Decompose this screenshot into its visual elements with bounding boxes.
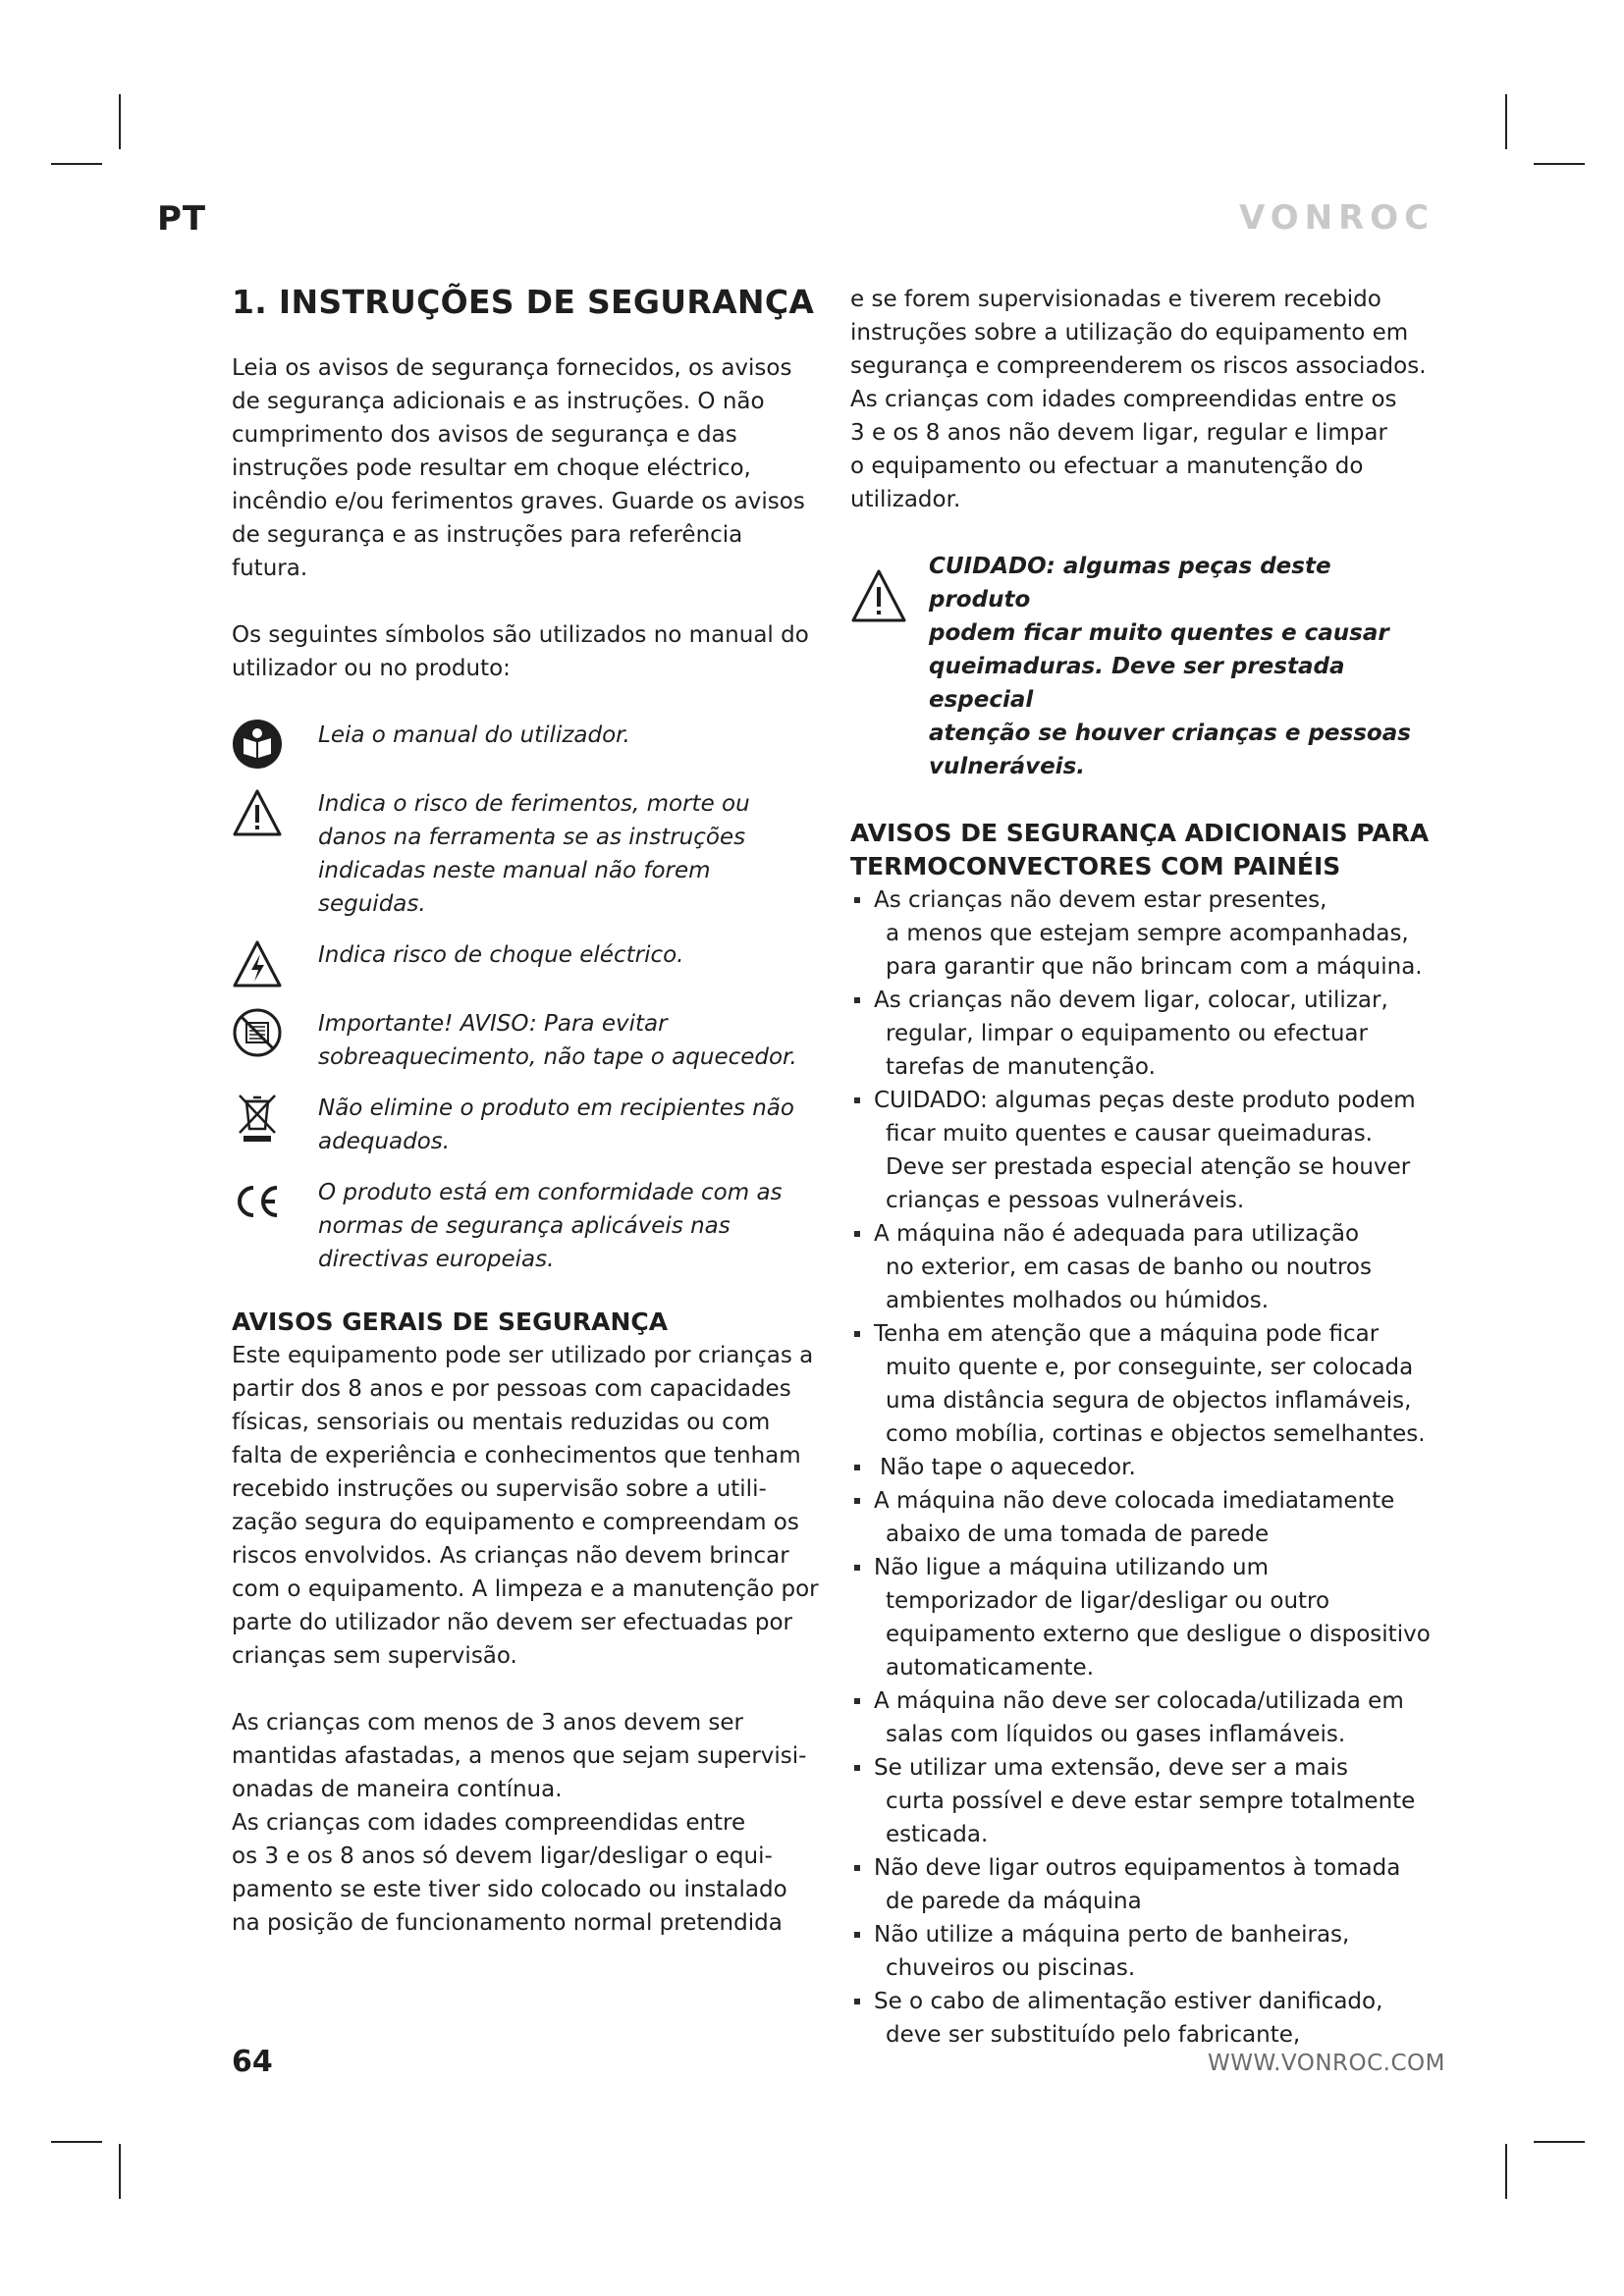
list-item: Não tape o aquecedor. — [850, 1451, 1449, 1484]
crop-mark — [1505, 2144, 1507, 2199]
do-not-cover-icon — [232, 1007, 283, 1058]
list-item: Tenha em atenção que a máquina pode ficar muito quente e, por conseguinte, ser colocada uma distância segura de objectos inflamáveis, como mobília, cortinas e objectos semelhantes. — [850, 1317, 1449, 1451]
general-warnings-heading: AVISOS GERAIS DE SEGURANÇA — [232, 1308, 669, 1336]
electric-shock-icon — [232, 938, 283, 989]
crop-mark — [119, 94, 121, 149]
page-title: 1. INSTRUÇÕES DE SEGURANÇA — [232, 283, 815, 321]
page-number: 64 — [232, 2045, 273, 2079]
continued-paragraph: e se forem supervisionadas e tiverem recebido instruções sobre a utilização do equipamento em segurança e compreenderem os riscos associados. As crianças com idades compreendidas entre os 3 e os 8 anos não devem ligar, regular e limpar o equipamento ou efectuar a manutenção do utilizador. — [850, 287, 1427, 512]
caution-text: CUIDADO: algumas peças deste produto podem ficar muito quentes e causar queimaduras. Deve ser prestada especial atenção se houver crianças e pessoas vulneráveis. — [929, 554, 1411, 779]
crop-mark — [1505, 94, 1507, 149]
symbol-description: Leia o manual do utilizador. — [318, 722, 630, 748]
list-item: A máquina não deve colocada imediatamente abaixo de uma tomada de parede — [850, 1484, 1449, 1551]
vonroc-logo — [1239, 196, 1443, 236]
additional-warnings-list — [850, 883, 1449, 2052]
symbols-intro: Os seguintes símbolos são utilizados no manual do utilizador ou no produto: — [232, 622, 809, 681]
symbol-description: Indica risco de choque eléctrico. — [318, 942, 684, 968]
crop-mark — [51, 2141, 102, 2143]
list-item: A máquina não é adequada para utilização no exterior, em casas de banho ou noutros ambientes molhados ou húmidos. — [850, 1217, 1449, 1317]
crop-mark — [1534, 2141, 1585, 2143]
warning-triangle-icon — [850, 567, 907, 624]
list-item: Se o cabo de alimentação estiver danificado, deve ser substituído pelo fabricante, — [850, 1985, 1449, 2052]
symbol-row — [232, 787, 821, 921]
website-url: WWW.VONROC.COM — [1208, 2051, 1445, 2076]
caution-box — [850, 550, 1449, 783]
symbol-row — [232, 1007, 821, 1074]
symbol-description: Indica o risco de ferimentos, morte ou danos na ferramenta se as instruções indicadas neste manual não forem seguidas. — [318, 791, 750, 917]
symbol-description: O produto está em conformidade com as normas de segurança aplicáveis nas directivas europeias. — [318, 1180, 783, 1272]
general-warnings-paragraph: Este equipamento pode ser utilizado por crianças a partir dos 8 anos e por pessoas com capacidades físicas, sensoriais ou mentais reduzidas ou com falta de experiência e conhecimentos que tenham recebido instruções ou supervisão sobre a utili- zação segura do equipamento e compreendam os riscos envolvidos. As crianças não devem brincar com o equipamento. A limpeza e a manutenção por parte do utilizador não devem ser efectuadas por crianças sem supervisão. — [232, 1343, 819, 1669]
language-code: PT — [157, 199, 207, 239]
symbol-description: Não elimine o produto em recipientes não adequados. — [318, 1095, 794, 1154]
intro-paragraph: Leia os avisos de segurança fornecidos, os avisos de segurança adicionais e as instruções. O não cumprimento dos avisos de segurança e das instruções pode resultar em choque eléctrico, incêndio e/ou ferimentos graves. Guarde os avisos de segurança e as instruções para referência futura. — [232, 355, 805, 581]
symbol-row — [232, 1092, 821, 1158]
crop-mark — [119, 2144, 121, 2199]
symbol-description: Importante! AVISO: Para evitar sobreaquecimento, não tape o aquecedor. — [318, 1011, 797, 1070]
list-item: Se utilizar uma extensão, deve ser a mais curta possível e deve estar sempre totalmente esticada. — [850, 1751, 1449, 1851]
svg-text:VONROC: VONROC — [1239, 198, 1435, 236]
list-item: As crianças não devem ligar, colocar, utilizar, regular, limpar o equipamento ou efectuar tarefas de manutenção. — [850, 984, 1449, 1084]
list-item: A máquina não deve ser colocada/utilizada em salas com líquidos ou gases inflamáveis. — [850, 1684, 1449, 1751]
left-column — [232, 283, 821, 1940]
right-column — [850, 283, 1449, 2052]
warning-triangle-icon — [232, 787, 283, 838]
list-item: As crianças não devem estar presentes, a menos que estejam sempre acompanhadas, para garantir que não brincam com a máquina. — [850, 883, 1449, 984]
symbol-row — [232, 719, 821, 770]
ce-mark-icon — [232, 1176, 283, 1227]
list-item: CUIDADO: algumas peças deste produto podem ficar muito quentes e causar queimaduras. Deve ser prestada especial atenção se houver crianças e pessoas vulneráveis. — [850, 1084, 1449, 1217]
crop-mark — [1534, 163, 1585, 165]
additional-warnings-heading: AVISOS DE SEGURANÇA ADICIONAIS PARA TERMOCONVECTORES COM PAINÉIS — [850, 819, 1430, 881]
weee-bin-icon — [232, 1092, 283, 1143]
list-item: Não deve ligar outros equipamentos à tomada de parede da máquina — [850, 1851, 1449, 1918]
list-item: Não utilize a máquina perto de banheiras, chuveiros ou piscinas. — [850, 1918, 1449, 1985]
symbols-list — [232, 719, 821, 1276]
symbol-row — [232, 938, 821, 989]
children-paragraph: As crianças com menos de 3 anos devem ser mantidas afastadas, a menos que sejam supervisi- onadas de maneira contínua. As crianças com idades compreendidas entre os 3 e os 8 anos só devem ligar/desligar o equi- pamento se este tiver sido colocado ou instalado na posição de funcionamento normal pretendida — [232, 1710, 807, 1936]
read-manual-icon — [232, 719, 283, 770]
symbol-row — [232, 1176, 821, 1276]
crop-mark — [51, 163, 102, 165]
list-item: Não ligue a máquina utilizando um temporizador de ligar/desligar ou outro equipamento externo que desligue o dispositivo automaticamente. — [850, 1551, 1449, 1684]
